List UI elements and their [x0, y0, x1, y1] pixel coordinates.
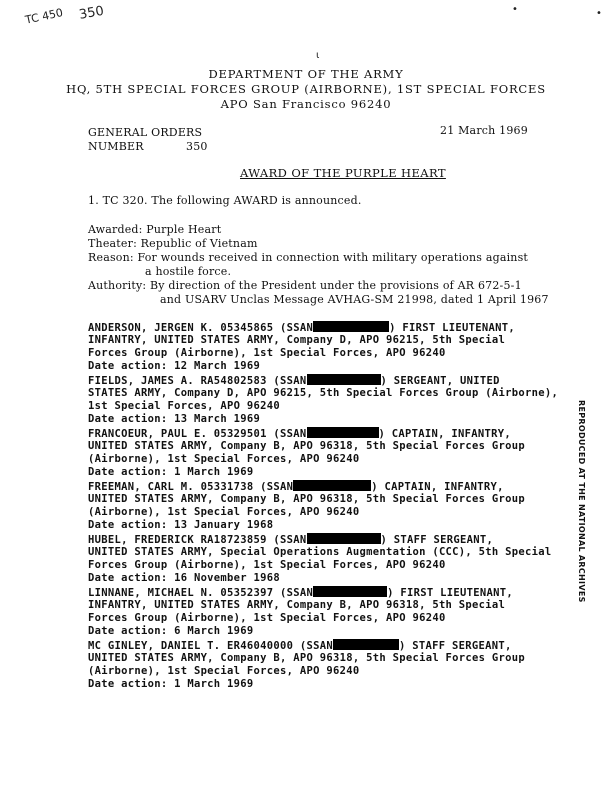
entry-date-action: Date action: 12 March 1969	[88, 360, 261, 372]
entry-unit-line: 1st Special Forces, APO 96240	[88, 400, 281, 412]
redaction-bar	[293, 480, 371, 491]
entry-rank: ) FIRST LIEUTENANT,	[387, 587, 513, 599]
award-title: AWARD OF THE PURPLE HEART	[240, 166, 446, 180]
reason-line: Reason: For wounds received in connection with military operations against	[88, 251, 529, 264]
entry-rank: ) CAPTAIN, INFANTRY,	[378, 428, 511, 440]
entry-unit-line: Forces Group (Airborne), 1st Special Forces, APO 96240	[88, 347, 446, 359]
redaction-bar	[307, 427, 379, 438]
margin-mark-icon: ɩ	[316, 50, 320, 61]
headquarters-heading: HQ, 5TH SPECIAL FORCES GROUP (AIRBORNE), 1ST SPECIAL FORCES	[66, 82, 546, 96]
entry-unit-line: INFANTRY, UNITED STATES ARMY, Company B, APO 96318, 5th Special	[88, 599, 506, 611]
entry-rank: ) STAFF SERGEANT,	[399, 640, 512, 652]
entry-date-action: Date action: 16 November 1968	[88, 572, 281, 584]
apo-heading: APO San Francisco 96240	[220, 97, 392, 111]
entry-unit-line: INFANTRY, UNITED STATES ARMY, Company D, APO 96215, 5th Special	[88, 334, 506, 346]
entry-date-action: Date action: 1 March 1969	[88, 466, 254, 478]
order-number: 350	[186, 140, 208, 153]
entry-unit-line: (Airborne), 1st Special Forces, APO 96240	[88, 506, 360, 518]
redaction-bar	[307, 533, 381, 544]
authority-continuation: and USARV Unclas Message AVHAG-SM 21998, dated 1 April 1967	[160, 293, 549, 306]
department-heading: DEPARTMENT OF THE ARMY	[208, 67, 404, 81]
entry-rank: ) STAFF SERGEANT,	[380, 534, 494, 546]
entry-name: FIELDS, JAMES A. RA54802583 (SSAN	[88, 375, 307, 387]
order-number-label: NUMBER	[88, 140, 144, 153]
general-orders-label: GENERAL ORDERS	[88, 126, 203, 139]
entry-rank: ) SERGEANT, UNITED	[380, 375, 500, 387]
entry-unit-line: UNITED STATES ARMY, Company B, APO 96318, 5th Special Forces Group	[88, 440, 526, 452]
entry-header	[88, 533, 493, 547]
entry-date-action: Date action: 1 March 1969	[88, 678, 254, 690]
intro-paragraph: 1. TC 320. The following AWARD is announced.	[88, 194, 362, 207]
margin-mark-icon: •	[512, 4, 518, 15]
entry-name: MC GINLEY, DANIEL T. ER46040000 (SSAN	[88, 640, 333, 652]
order-date: 21 March 1969	[440, 124, 528, 137]
entry-unit-line: (Airborne), 1st Special Forces, APO 96240	[88, 453, 360, 465]
reason-continuation: a hostile force.	[145, 265, 232, 278]
entry-unit-line: Forces Group (Airborne), 1st Special Forces, APO 96240	[88, 612, 446, 624]
entry-name: ANDERSON, JERGEN K. 05345865 (SSAN	[88, 322, 314, 334]
entry-unit-line: UNITED STATES ARMY, Special Operations Augmentation (CCC), 5th Special	[88, 546, 552, 558]
entry-rank: ) CAPTAIN, INFANTRY,	[371, 481, 504, 493]
entry-unit-line: UNITED STATES ARMY, Company B, APO 96318, 5th Special Forces Group	[88, 493, 526, 505]
entry-name: LINNANE, MICHAEL N. 05352397 (SSAN	[88, 587, 314, 599]
entry-unit-line: (Airborne), 1st Special Forces, APO 96240	[88, 665, 360, 677]
entry-date-action: Date action: 13 March 1969	[88, 413, 261, 425]
entry-unit-line: STATES ARMY, Company D, APO 96215, 5th Special Forces Group (Airborne),	[88, 387, 559, 399]
entry-header	[88, 427, 511, 441]
entry-header	[88, 321, 515, 335]
handwritten-number: 350	[78, 3, 106, 23]
entry-header	[88, 374, 500, 388]
entry-unit-line: Forces Group (Airborne), 1st Special Forces, APO 96240	[88, 559, 446, 571]
redaction-bar	[313, 586, 387, 597]
redaction-bar	[333, 639, 399, 650]
entry-header	[88, 586, 513, 600]
handwritten-prefix: TC 450	[24, 6, 65, 27]
entry-date-action: Date action: 13 January 1968	[88, 519, 274, 531]
entry-name: FRANCOEUR, PAUL E. 05329501 (SSAN	[88, 428, 307, 440]
entry-date-action: Date action: 6 March 1969	[88, 625, 254, 637]
archives-stamp: REPRODUCED AT THE NATIONAL ARCHIVES	[577, 400, 586, 603]
redaction-bar	[307, 374, 381, 385]
margin-mark-icon: •	[596, 8, 602, 19]
entry-unit-line: UNITED STATES ARMY, Company B, APO 96318, 5th Special Forces Group	[88, 652, 526, 664]
awarded-line: Awarded: Purple Heart	[88, 223, 222, 236]
theater-line: Theater: Republic of Vietnam	[88, 237, 258, 250]
entry-header	[88, 480, 504, 494]
entry-rank: ) FIRST LIEUTENANT,	[389, 322, 515, 334]
entry-name: FREEMAN, CARL M. 05331738 (SSAN	[88, 481, 294, 493]
entry-name: HUBEL, FREDERICK RA18723859 (SSAN	[88, 534, 307, 546]
redaction-bar	[313, 321, 389, 332]
entry-header	[88, 639, 512, 653]
authority-line: Authority: By direction of the President under the provisions of AR 672-5-1	[88, 279, 522, 292]
